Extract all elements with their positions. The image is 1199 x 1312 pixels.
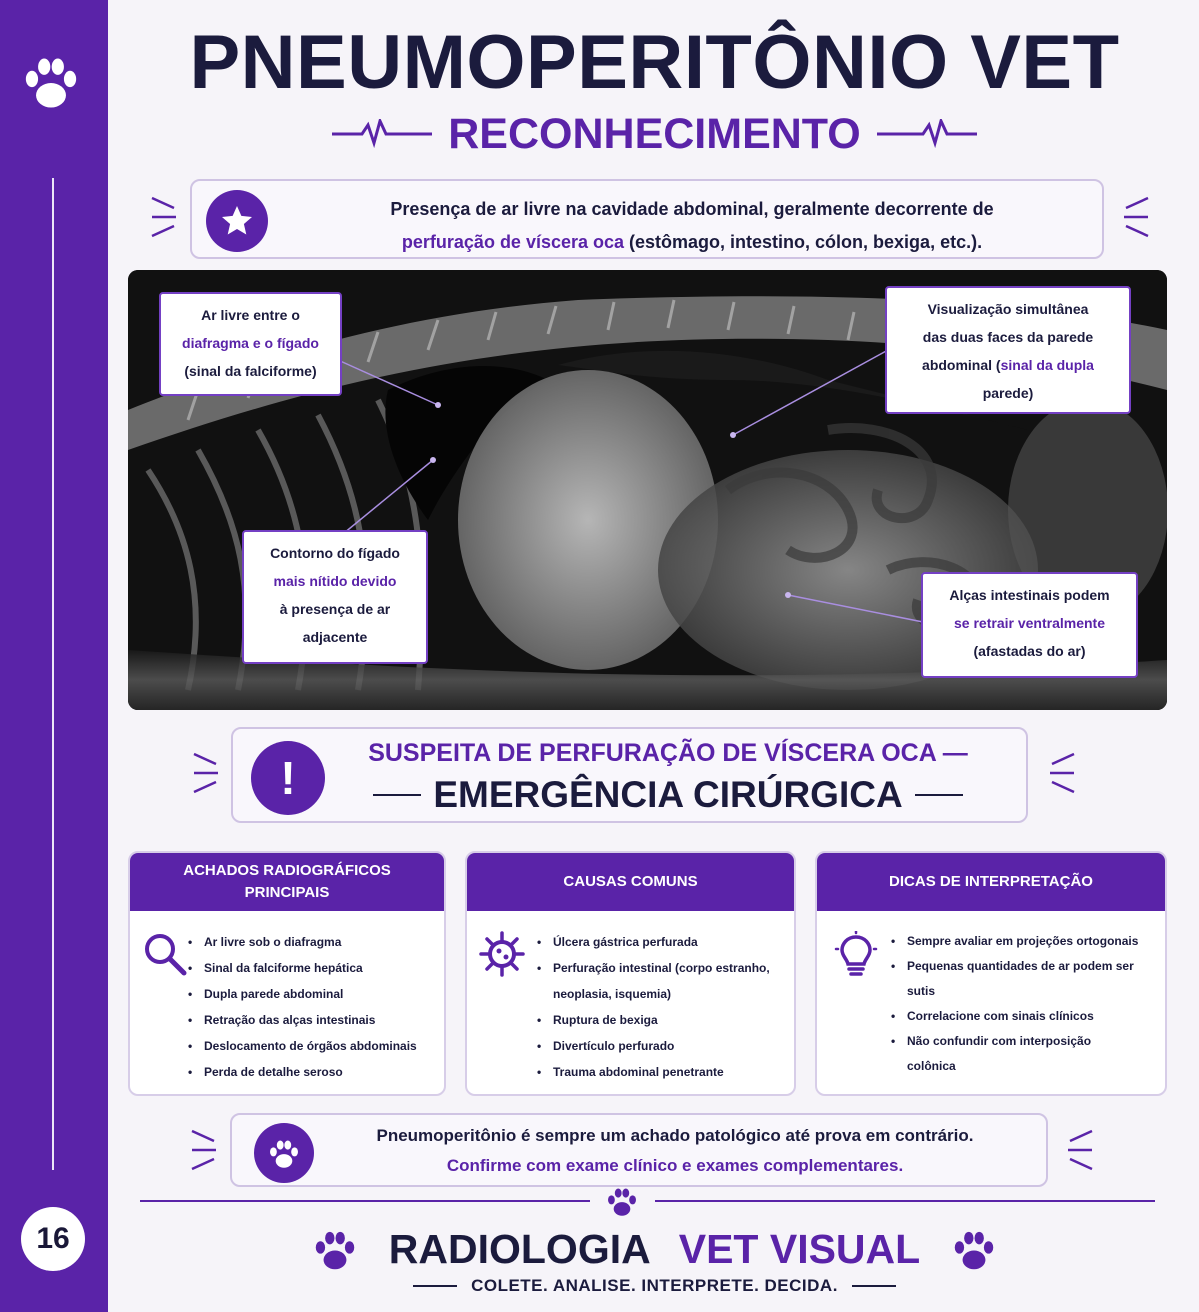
list-item: • Pequenas quantidades de ar podem ser sutis [891, 954, 1141, 1004]
findings-list [188, 929, 443, 1085]
decorative-dashes [190, 1127, 220, 1173]
lightbulb-icon [833, 931, 879, 977]
list-item: • Perda de detalhe seroso [188, 1059, 443, 1085]
label-double-wall-sign: Visualização simultânea das duas faces da parede abdominal (sinal da dupla parede) [885, 286, 1131, 414]
divider [852, 1285, 896, 1287]
brand-row [110, 1224, 1199, 1274]
tips-list [891, 929, 1141, 1079]
list-item: • Dupla parede abdominal [188, 981, 443, 1007]
closing-note [230, 1113, 1048, 1187]
sidebar-divider [52, 178, 54, 1170]
intro-callout [190, 179, 1104, 259]
label-liver-contour: Contorno do fígado mais nítido devido à presença de ar adjacente [242, 530, 428, 664]
divider [140, 1200, 590, 1202]
paw-icon [948, 1225, 1000, 1273]
list-item: • Deslocamento de órgãos abdominais [188, 1033, 443, 1059]
alert-line1: SUSPEITA DE PERFURAÇÃO DE VÍSCERA OCA — [368, 739, 968, 767]
list-item: • Perfuração intestinal (corpo estranho, neoplasia, isquemia) [537, 955, 787, 1007]
intro-text: Presença de ar livre na cavidade abdominal, geralmente decorrente de perfuração de víscera oca (estômago, intestino, cólon, bexiga, etc.). [390, 199, 994, 252]
card-title: CAUSAS COMUNS [467, 853, 794, 911]
emergency-alert [231, 727, 1028, 823]
sidebar [0, 0, 108, 1312]
paw-icon [17, 50, 85, 112]
magnifier-icon [142, 931, 188, 977]
subtitle-row [110, 108, 1199, 160]
list-item: • Correlacione com sinais clínicos [891, 1004, 1141, 1029]
page-number: 16 [21, 1207, 85, 1271]
page-title: PNEUMOPERITÔNIO VET [189, 20, 1120, 105]
list-item: • Ar livre sob o diafragma [188, 929, 443, 955]
card-title: DICAS DE INTERPRETAÇÃO [817, 853, 1165, 911]
list-item: • Sinal da falciforme hepática [188, 955, 443, 981]
alert-line2: EMERGÊNCIA CIRÚRGICA [433, 774, 903, 815]
divider [655, 1200, 1155, 1202]
note-line1: Pneumoperitônio é sempre um achado patológico até prova em contrário. [376, 1126, 974, 1145]
decorative-dashes [1064, 1127, 1094, 1173]
tagline: COLETE. ANALISE. INTERPRETE. DECIDA. [471, 1276, 838, 1295]
paw-icon [603, 1184, 641, 1218]
decorative-dashes [1046, 750, 1076, 796]
list-item: • Retração das alças intestinais [188, 1007, 443, 1033]
paw-icon [254, 1123, 314, 1183]
virus-icon [479, 931, 525, 977]
decorative-dashes [192, 750, 222, 796]
star-icon [206, 190, 268, 252]
list-item: • Úlcera gástrica perfurada [537, 929, 787, 955]
label-falciform-sign: Ar livre entre o diafragma e o fígado (sinal da falciforme) [159, 292, 342, 396]
divider [915, 794, 963, 796]
brand-word-2: VET VISUAL [678, 1225, 921, 1272]
decorative-dashes [150, 194, 180, 240]
heartbeat-icon [877, 119, 977, 149]
heartbeat-icon [332, 119, 432, 149]
xray-image [128, 270, 1167, 710]
card-title: ACHADOS RADIOGRÁFICOS PRINCIPAIS [130, 853, 444, 911]
list-item: • Divertículo perfurado [537, 1033, 787, 1059]
divider [373, 794, 421, 796]
exclamation-icon: ! [251, 741, 325, 815]
list-item: • Trauma abdominal penetrante [537, 1059, 787, 1085]
label-intestinal-retraction: Alças intestinais podem se retrair ventralmente (afastadas do ar) [921, 572, 1138, 678]
card-interpretation-tips [815, 851, 1167, 1096]
list-item: • Sempre avaliar em projeções ortogonais [891, 929, 1141, 954]
note-line2: Confirme com exame clínico e exames complementares. [446, 1156, 904, 1175]
decorative-dashes [1120, 194, 1150, 240]
tagline-row [110, 1273, 1199, 1299]
alert-line2-row [343, 773, 993, 817]
card-radiographic-findings [128, 851, 446, 1096]
list-item: • Ruptura de bexiga [537, 1007, 787, 1033]
card-common-causes [465, 851, 796, 1096]
subtitle: RECONHECIMENTO [448, 109, 861, 158]
causes-list [537, 929, 787, 1085]
divider [413, 1285, 457, 1287]
brand-word-1: RADIOLOGIA [388, 1225, 651, 1272]
paw-icon [309, 1225, 361, 1273]
list-item: • Não confundir com interposição colônica [891, 1029, 1141, 1079]
